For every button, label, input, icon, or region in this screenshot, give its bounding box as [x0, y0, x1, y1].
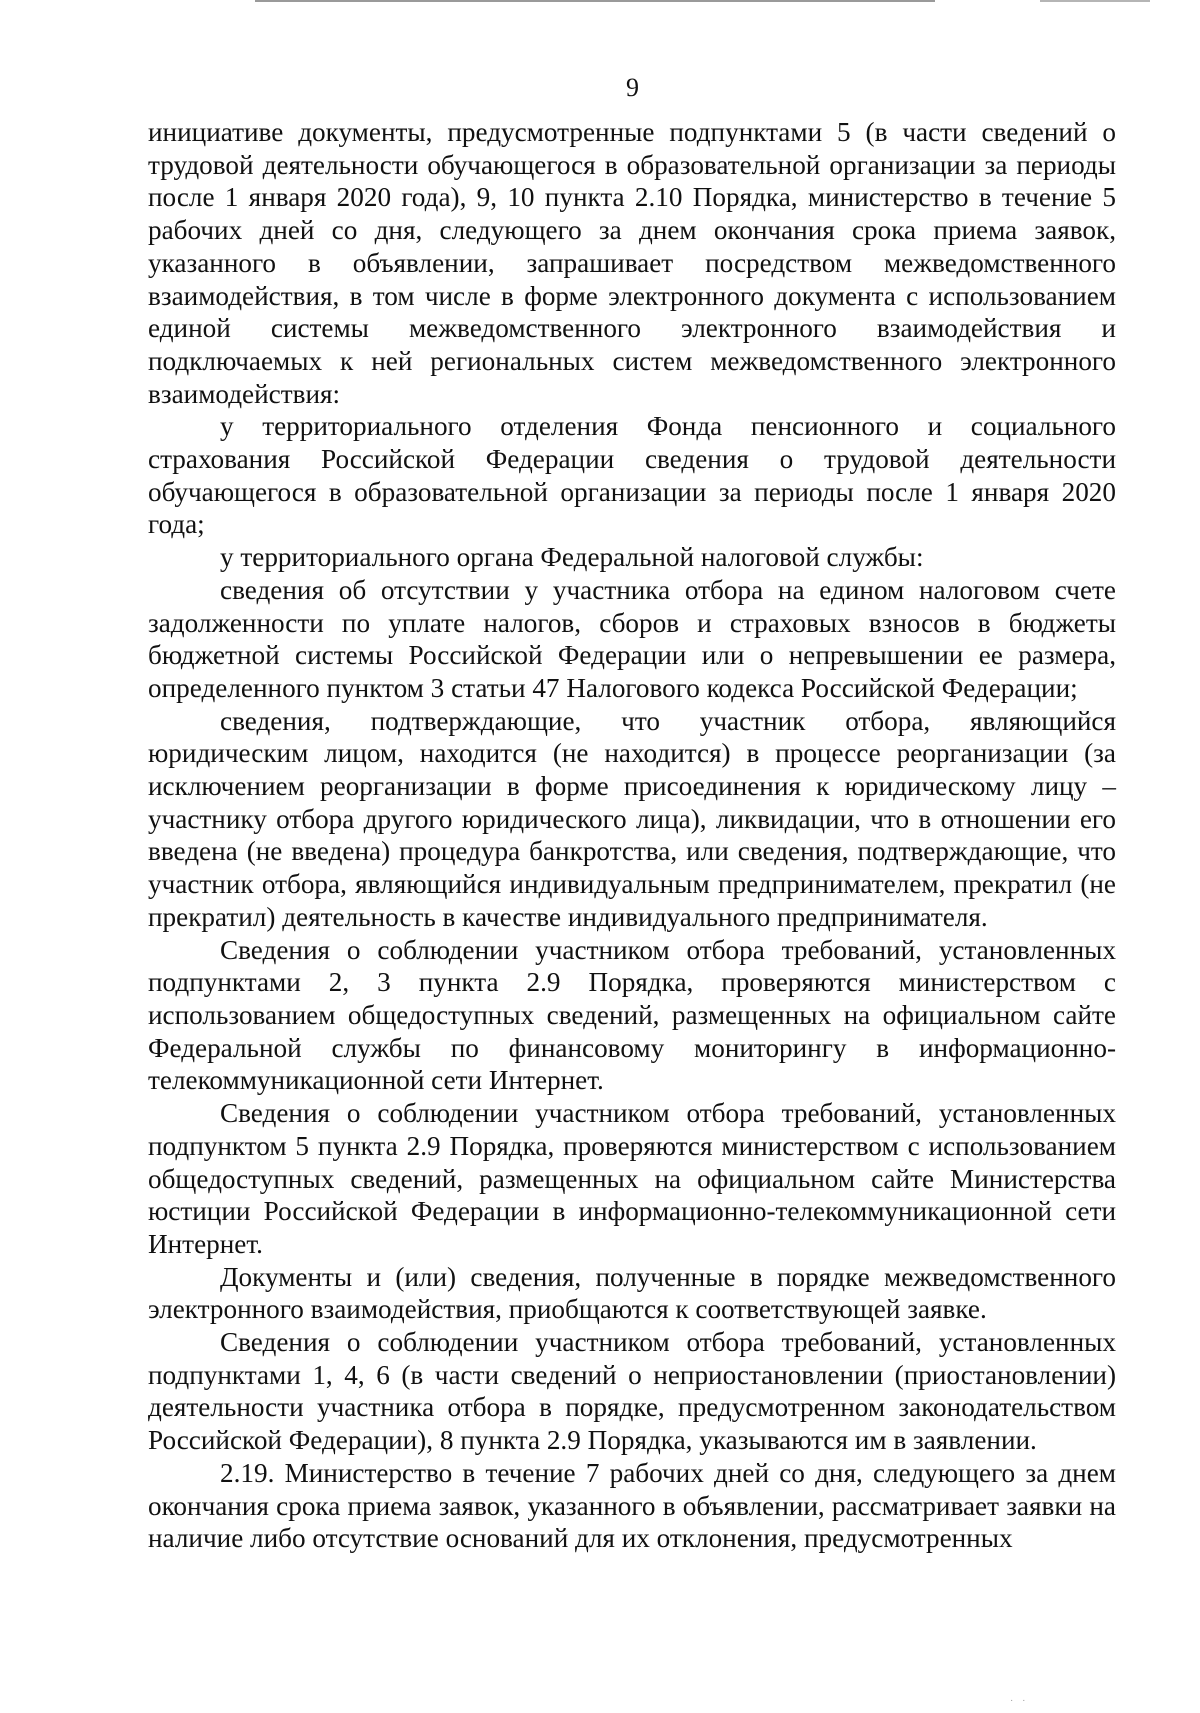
document-body	[148, 116, 1116, 1555]
paragraph-continued: инициативе документы, предусмотренные подпунктами 5 (в части сведений о трудовой деятельности обучающегося в образовательной организации за периоды после 1 января 2020 года), 9, 10 пункта 2.10 Порядка, министерство в течение 5 рабочих дней со дня, следующего за днем окончания срока приема заявок, указанного в объявлении, запрашивает посредством межведомственного взаимодействия, в том числе в форме электронного документа с использованием единой системы межведомственного электронного взаимодействия и подключаемых к ней региональных систем межведомственного электронного взаимодействия:	[148, 117, 1116, 409]
scan-edge-line	[255, 0, 935, 2]
paragraph: сведения об отсутствии у участника отбора на едином налоговом счете задолженности по уплате налогов, сборов и страховых взносов в бюджеты бюджетной системы Российской Федерации или о непревышении ее размера, определенного пунктом 3 статьи 47 Налогового кодекса Российской Федерации;	[148, 574, 1116, 703]
page-number: 9	[626, 73, 639, 102]
paragraph: сведения, подтверждающие, что участник отбора, являющийся юридическим лицом, находится (не находится) в процессе реорганизации (за исключением реорганизации в форме присоединения к юридическому лицу – участнику отбора другого юридического лица), ликвидации, что в отношении его введена (не введена) процедура банкротства, или сведения, подтверждающие, что участник отбора, являющийся индивидуальным предпринимателем, прекратил (не прекратил) деятельность в качестве индивидуального предпринимателя.	[148, 705, 1116, 932]
paragraph: 2.19. Министерство в течение 7 рабочих дней со дня, следующего за днем окончания срока приема заявок, указанного в объявлении, рассматривает заявки на наличие либо отсутствие оснований для их отклонения, предусмотренных	[148, 1457, 1116, 1554]
scan-edge-line-right	[1040, 0, 1150, 2]
paragraph: у территориального отделения Фонда пенсионного и социального страхования Российской Федерации сведения о трудовой деятельности обучающегося в образовательной организации за периоды после 1 января 2020 года;	[148, 411, 1116, 540]
paragraph: Сведения о соблюдении участником отбора требований, установленных подпунктом 5 пункта 2.9 Порядка, проверяются министерством с использованием общедоступных сведений, размещенных на официальном сайте Министерства юстиции Российской Федерации в информационно-телекоммуникационной сети Интернет.	[148, 1098, 1116, 1259]
scan-artifact: · ·	[1010, 1695, 1029, 1706]
paragraph: Сведения о соблюдении участником отбора требований, установленных подпунктами 2, 3 пункта 2.9 Порядка, проверяются министерством с использованием общедоступных сведений, размещенных на официальном сайте Федеральной службы по финансовому мониторингу в информационно-телекоммуникационной сети Интернет.	[148, 934, 1116, 1096]
paragraph: у территориального органа Федеральной налоговой службы:	[220, 542, 924, 573]
paragraph: Документы и (или) сведения, полученные в порядке межведомственного электронного взаимодействия, приобщаются к соответствующей заявке.	[148, 1261, 1116, 1325]
paragraph: Сведения о соблюдении участником отбора требований, установленных подпунктами 1, 4, 6 (в части сведений о неприостановлении (приостановлении) деятельности участника отбора в порядке, предусмотренном законодательством Российской Федерации), 8 пункта 2.9 Порядка, указываются им в заявлении.	[148, 1327, 1116, 1456]
